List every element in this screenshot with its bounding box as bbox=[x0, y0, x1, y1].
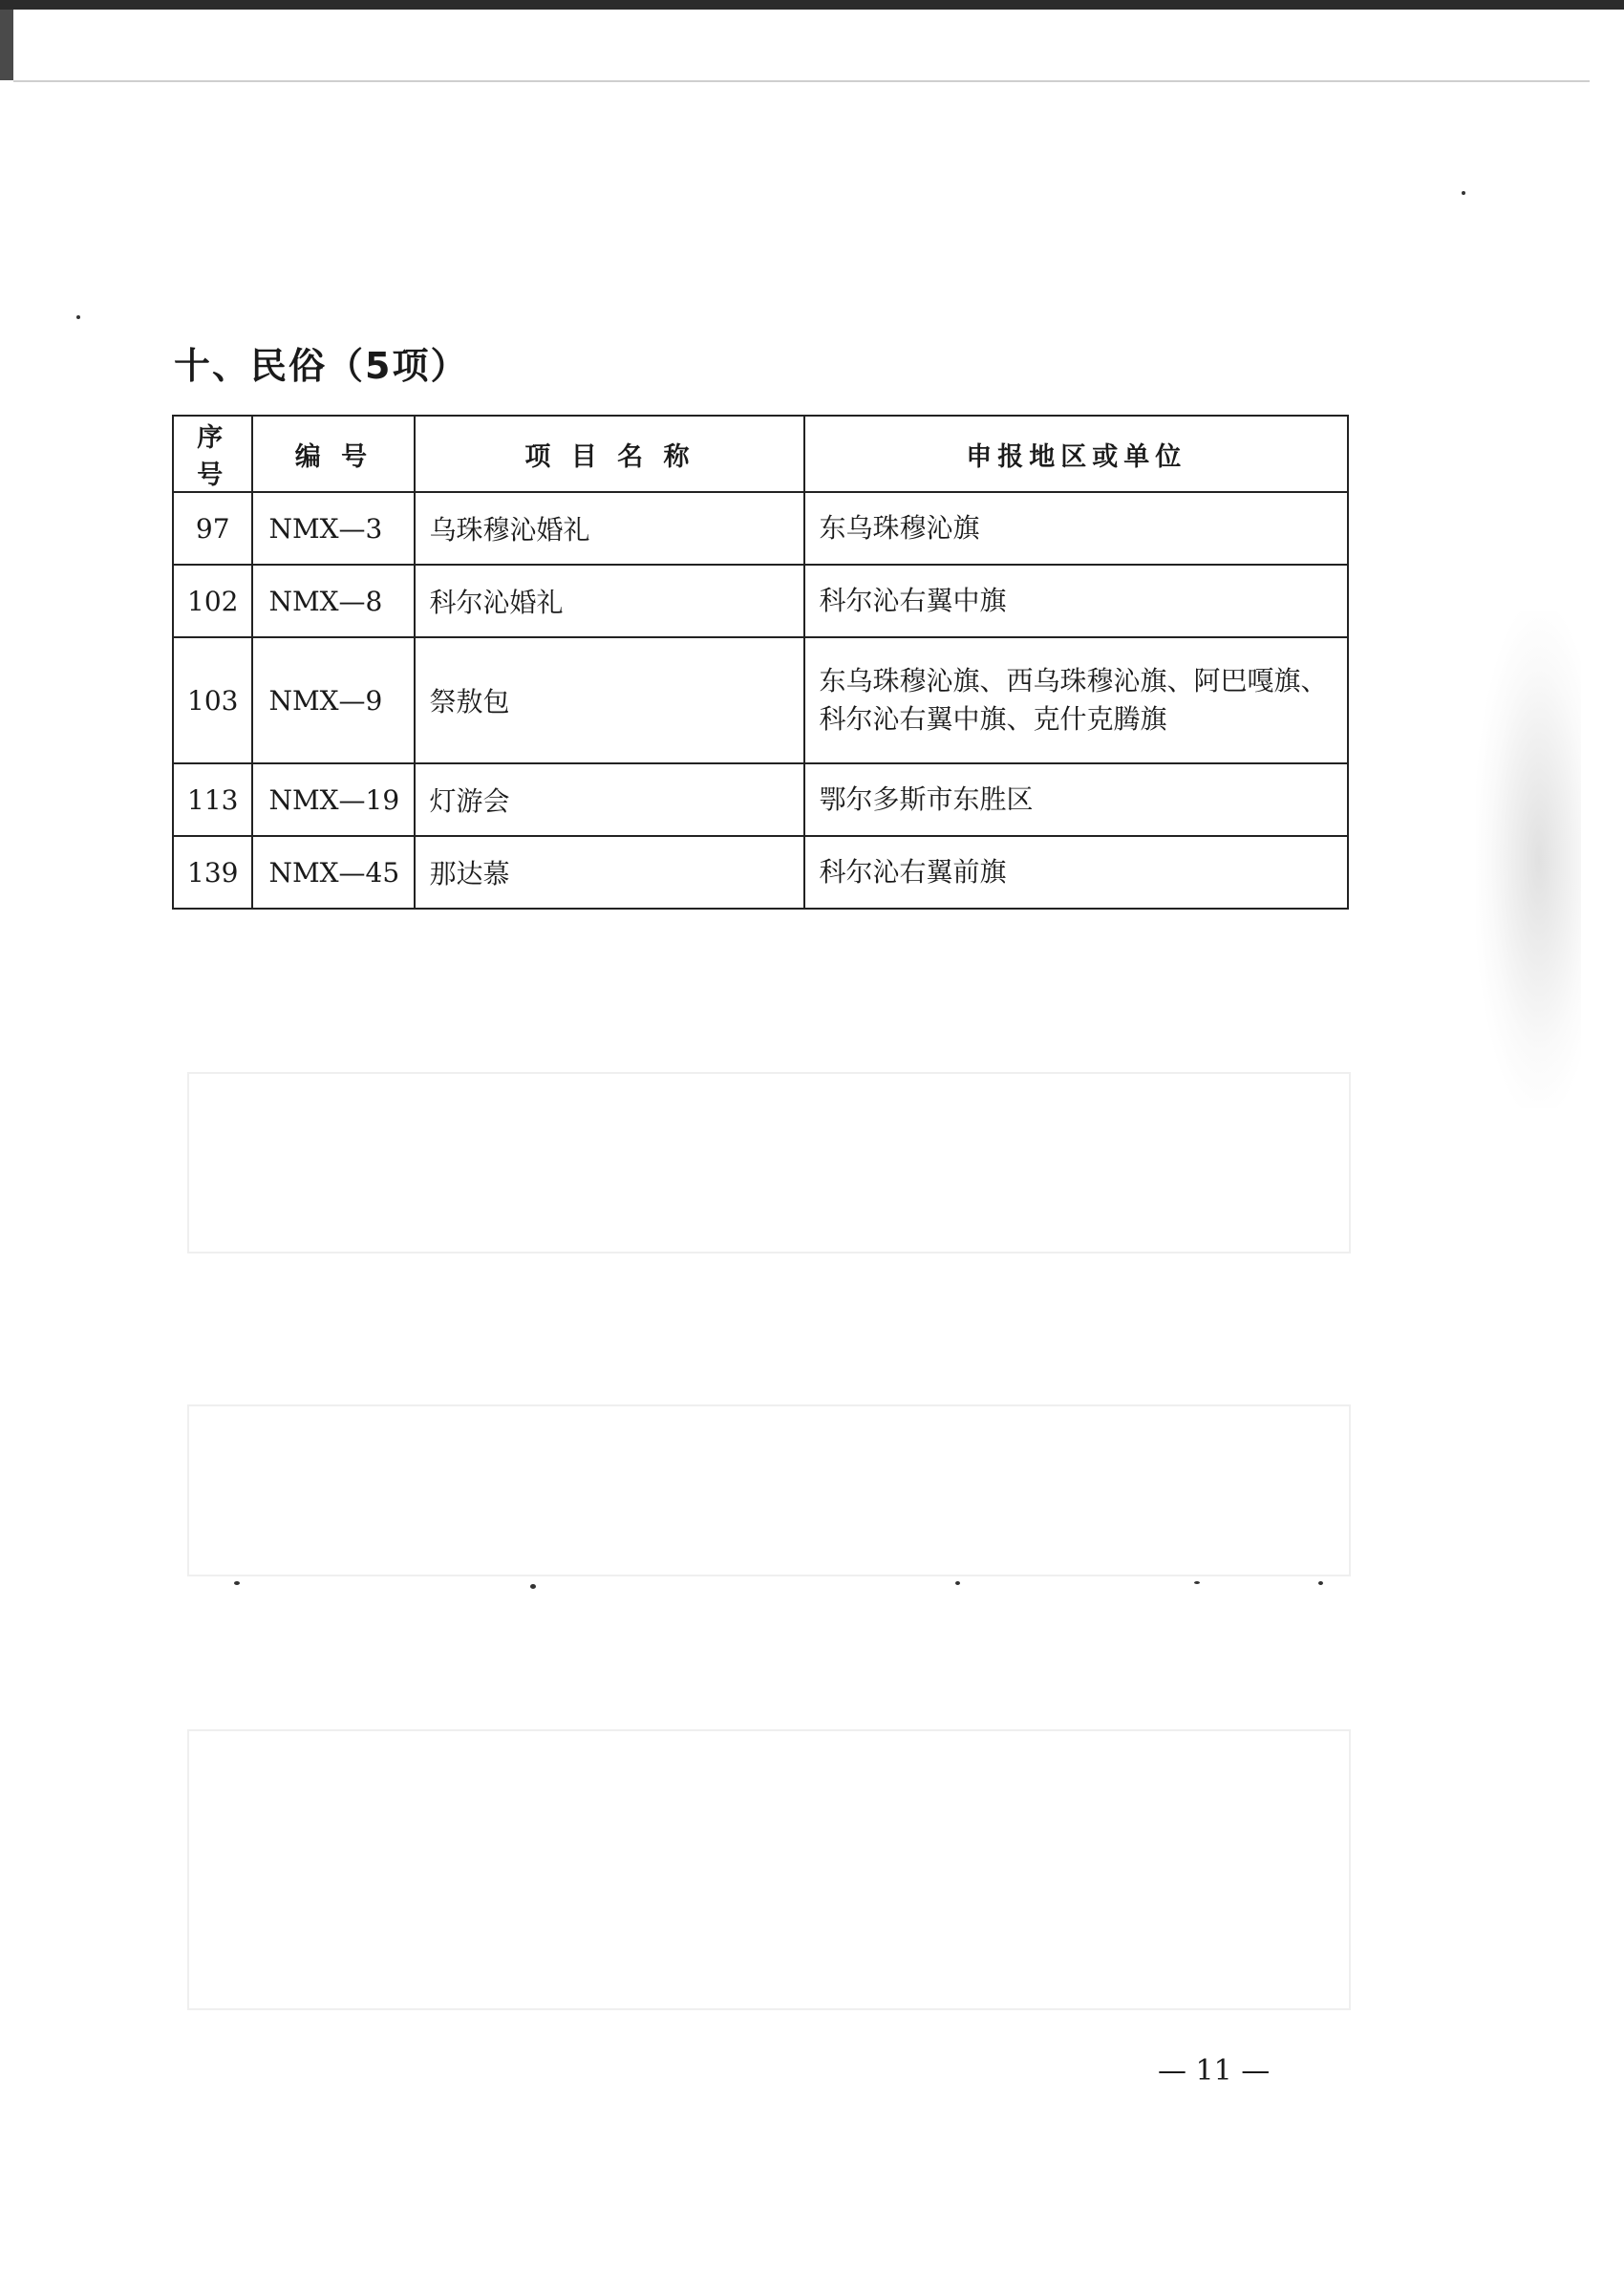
cell-code: NMⅩ—45 bbox=[252, 836, 415, 909]
header-seq: 序号 bbox=[173, 416, 252, 492]
cell-code: NMⅩ—8 bbox=[252, 565, 415, 637]
table-row bbox=[173, 492, 1348, 565]
bleed-through-table bbox=[187, 1072, 1351, 1254]
table-row bbox=[173, 763, 1348, 836]
scan-speck bbox=[76, 315, 80, 319]
scan-speck bbox=[234, 1581, 240, 1585]
scan-speck bbox=[955, 1581, 960, 1585]
page-number: — 11 — bbox=[1158, 2054, 1271, 2088]
cell-name: 科尔沁婚礼 bbox=[415, 565, 804, 637]
cell-region: 科尔沁右翼前旗 bbox=[804, 836, 1348, 909]
cell-seq: 113 bbox=[173, 763, 252, 836]
cell-name: 祭敖包 bbox=[415, 637, 804, 763]
bleed-through-table bbox=[187, 1729, 1351, 2010]
scan-edge-shadow bbox=[0, 10, 13, 80]
table-row bbox=[173, 836, 1348, 909]
scan-speck bbox=[1318, 1581, 1323, 1585]
bleed-through-table bbox=[187, 1404, 1351, 1576]
cell-name: 灯游会 bbox=[415, 763, 804, 836]
cell-seq: 103 bbox=[173, 637, 252, 763]
scan-speck bbox=[1462, 191, 1465, 195]
scan-speck bbox=[530, 1584, 536, 1589]
cell-seq: 97 bbox=[173, 492, 252, 565]
cell-region: 科尔沁右翼中旗 bbox=[804, 565, 1348, 637]
cell-code: NMⅩ—3 bbox=[252, 492, 415, 565]
header-region: 申报地区或单位 bbox=[804, 416, 1348, 492]
cell-name: 那达慕 bbox=[415, 836, 804, 909]
cell-region: 鄂尔多斯市东胜区 bbox=[804, 763, 1348, 836]
cell-code: NMⅩ—9 bbox=[252, 637, 415, 763]
table-row bbox=[173, 565, 1348, 637]
header-code: 编 号 bbox=[252, 416, 415, 492]
cell-code: NMⅩ—19 bbox=[252, 763, 415, 836]
header-name: 项 目 名 称 bbox=[415, 416, 804, 492]
cell-seq: 102 bbox=[173, 565, 252, 637]
table-row bbox=[173, 637, 1348, 763]
section-title: 十、民俗（5项） bbox=[174, 345, 469, 387]
cell-region: 东乌珠穆沁旗 bbox=[804, 492, 1348, 565]
cell-seq: 139 bbox=[173, 836, 252, 909]
scan-fold-line bbox=[13, 80, 1590, 82]
scan-top-border bbox=[0, 0, 1624, 10]
cell-name: 乌珠穆沁婚礼 bbox=[415, 492, 804, 565]
scan-speck bbox=[1194, 1581, 1200, 1584]
table-header-row bbox=[173, 416, 1348, 492]
scan-smudge bbox=[1476, 611, 1581, 1108]
folk-custom-table bbox=[172, 415, 1349, 910]
cell-region: 东乌珠穆沁旗、西乌珠穆沁旗、阿巴嘎旗、科尔沁右翼中旗、克什克腾旗 bbox=[804, 637, 1348, 763]
